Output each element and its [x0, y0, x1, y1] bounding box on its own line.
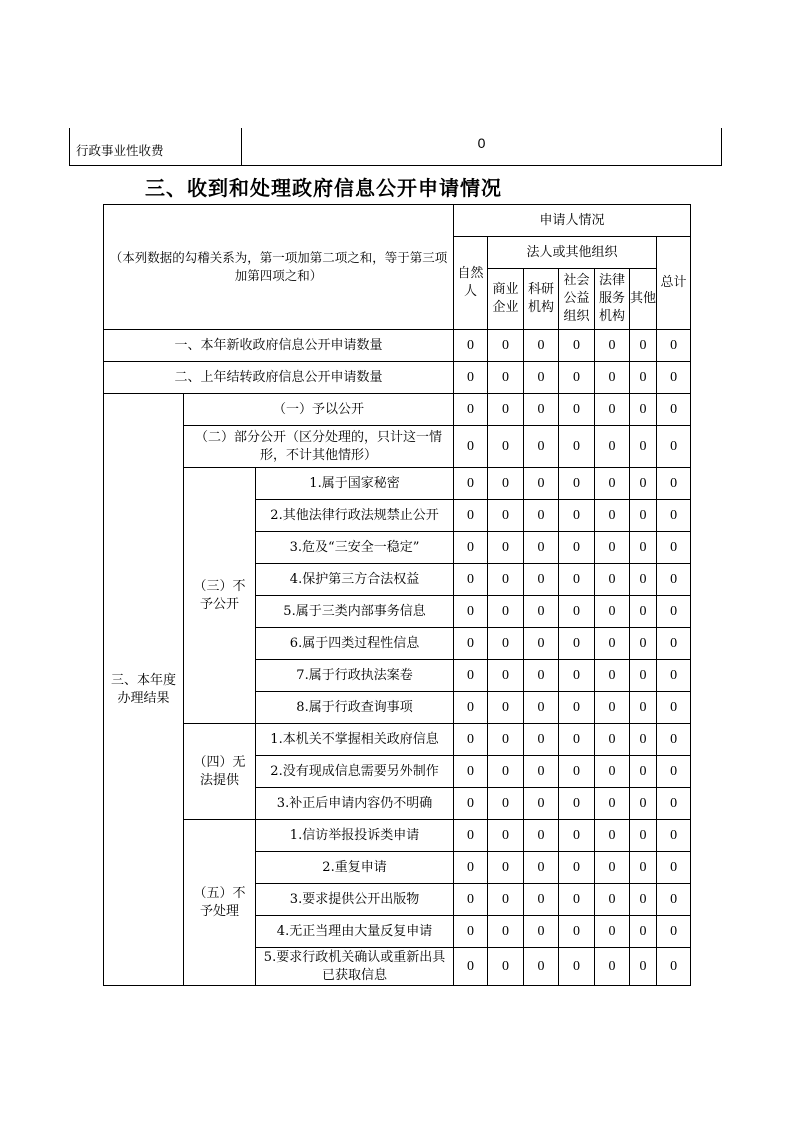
header-note: （本列数据的勾稽关系为，第一项加第二项之和，等于第三项加第四项之和） — [104, 205, 454, 330]
cell: 0 — [657, 916, 691, 948]
cell: 0 — [488, 916, 524, 948]
cell: 0 — [630, 724, 657, 756]
cell: 0 — [488, 426, 524, 468]
group-label: 三、本年度办理结果 — [104, 394, 184, 986]
cell: 0 — [559, 916, 595, 948]
cell: 0 — [559, 500, 595, 532]
cell: 0 — [559, 660, 595, 692]
fee-label: 行政事业性收费 — [70, 128, 242, 166]
row-label: 3.危及“三安全一稳定” — [256, 532, 454, 564]
cell: 0 — [630, 532, 657, 564]
row-label: 2.没有现成信息需要另外制作 — [256, 756, 454, 788]
row-label: （二）部分公开（区分处理的，只计这一情形，不计其他情形） — [184, 426, 454, 468]
cell: 0 — [559, 330, 595, 362]
cell: 0 — [595, 916, 630, 948]
cell: 0 — [454, 916, 488, 948]
cell: 0 — [657, 500, 691, 532]
cell: 0 — [488, 330, 524, 362]
cell: 0 — [454, 948, 488, 986]
cell: 0 — [454, 852, 488, 884]
cell: 0 — [630, 852, 657, 884]
table-row — [104, 426, 691, 468]
cell: 0 — [559, 724, 595, 756]
cell: 0 — [524, 628, 559, 660]
cell: 0 — [595, 330, 630, 362]
subgroup-label: （五）不予处理 — [184, 820, 256, 986]
cell: 0 — [454, 820, 488, 852]
cell: 0 — [488, 564, 524, 596]
cell: 0 — [524, 394, 559, 426]
row-label: 6.属于四类过程性信息 — [256, 628, 454, 660]
cell: 0 — [595, 788, 630, 820]
cell: 0 — [657, 724, 691, 756]
cell: 0 — [488, 628, 524, 660]
cell: 0 — [524, 468, 559, 500]
cell: 0 — [488, 820, 524, 852]
cell: 0 — [454, 330, 488, 362]
header-business: 商业企业 — [488, 269, 524, 330]
header-natural-person: 自然人 — [454, 237, 488, 330]
row-label: （一）予以公开 — [184, 394, 454, 426]
cell: 0 — [559, 394, 595, 426]
row-label: 一、本年新收政府信息公开申请数量 — [104, 330, 454, 362]
cell: 0 — [524, 564, 559, 596]
header-other: 其他 — [630, 269, 657, 330]
cell: 0 — [657, 756, 691, 788]
cell: 0 — [630, 628, 657, 660]
cell: 0 — [524, 330, 559, 362]
cell: 0 — [488, 596, 524, 628]
header-applicant: 申请人情况 — [454, 205, 691, 237]
cell: 0 — [454, 394, 488, 426]
header-legal-service: 法律服务机构 — [595, 269, 630, 330]
cell: 0 — [595, 468, 630, 500]
cell: 0 — [454, 692, 488, 724]
application-table — [103, 204, 691, 986]
cell: 0 — [488, 500, 524, 532]
cell: 0 — [559, 564, 595, 596]
row-label: 5.属于三类内部事务信息 — [256, 596, 454, 628]
cell: 0 — [454, 362, 488, 394]
cell: 0 — [657, 660, 691, 692]
row-label: 2.其他法律行政法规禁止公开 — [256, 500, 454, 532]
cell: 0 — [595, 724, 630, 756]
cell: 0 — [524, 756, 559, 788]
cell: 0 — [454, 628, 488, 660]
cell: 0 — [488, 788, 524, 820]
cell: 0 — [454, 788, 488, 820]
cell: 0 — [630, 948, 657, 986]
cell: 0 — [454, 532, 488, 564]
cell: 0 — [559, 884, 595, 916]
cell: 0 — [595, 820, 630, 852]
cell: 0 — [595, 500, 630, 532]
row-label: 3.要求提供公开出版物 — [256, 884, 454, 916]
cell: 0 — [657, 394, 691, 426]
cell: 0 — [524, 362, 559, 394]
cell: 0 — [595, 426, 630, 468]
cell: 0 — [595, 660, 630, 692]
table-row — [104, 330, 691, 362]
cell: 0 — [630, 596, 657, 628]
cell: 0 — [559, 628, 595, 660]
cell: 0 — [488, 756, 524, 788]
cell: 0 — [657, 692, 691, 724]
header-social: 社会公益组织 — [559, 269, 595, 330]
table-row — [104, 468, 691, 500]
cell: 0 — [657, 532, 691, 564]
cell: 0 — [630, 426, 657, 468]
cell: 0 — [488, 468, 524, 500]
cell: 0 — [488, 660, 524, 692]
fee-value: 0 — [242, 128, 722, 166]
cell: 0 — [559, 820, 595, 852]
cell: 0 — [657, 426, 691, 468]
cell: 0 — [524, 660, 559, 692]
cell: 0 — [524, 948, 559, 986]
row-label: 3.补正后申请内容仍不明确 — [256, 788, 454, 820]
row-label: 2.重复申请 — [256, 852, 454, 884]
cell: 0 — [595, 362, 630, 394]
cell: 0 — [559, 532, 595, 564]
cell: 0 — [524, 820, 559, 852]
cell: 0 — [630, 660, 657, 692]
cell: 0 — [595, 596, 630, 628]
row-label: 7.属于行政执法案卷 — [256, 660, 454, 692]
row-label: 1.属于国家秘密 — [256, 468, 454, 500]
row-label: 4.保护第三方合法权益 — [256, 564, 454, 596]
cell: 0 — [595, 948, 630, 986]
cell: 0 — [595, 564, 630, 596]
cell: 0 — [630, 692, 657, 724]
cell: 0 — [488, 724, 524, 756]
cell: 0 — [657, 330, 691, 362]
cell: 0 — [595, 532, 630, 564]
cell: 0 — [454, 564, 488, 596]
cell: 0 — [488, 394, 524, 426]
cell: 0 — [454, 660, 488, 692]
row-label: 二、上年结转政府信息公开申请数量 — [104, 362, 454, 394]
cell: 0 — [488, 362, 524, 394]
cell: 0 — [559, 692, 595, 724]
cell: 0 — [454, 884, 488, 916]
cell: 0 — [657, 788, 691, 820]
cell: 0 — [630, 756, 657, 788]
cell: 0 — [454, 426, 488, 468]
cell: 0 — [559, 426, 595, 468]
cell: 0 — [657, 468, 691, 500]
cell: 0 — [524, 884, 559, 916]
header-total: 总计 — [657, 237, 691, 330]
cell: 0 — [488, 948, 524, 986]
subgroup-label: （四）无法提供 — [184, 724, 256, 820]
table-row — [104, 724, 691, 756]
cell: 0 — [559, 596, 595, 628]
cell: 0 — [524, 916, 559, 948]
cell: 0 — [630, 916, 657, 948]
cell: 0 — [595, 756, 630, 788]
cell: 0 — [630, 820, 657, 852]
cell: 0 — [595, 852, 630, 884]
cell: 0 — [657, 596, 691, 628]
row-label: 4.无正当理由大量反复申请 — [256, 916, 454, 948]
table-row — [104, 394, 691, 426]
cell: 0 — [488, 884, 524, 916]
cell: 0 — [488, 852, 524, 884]
cell: 0 — [454, 596, 488, 628]
cell: 0 — [524, 426, 559, 468]
header-legal-group: 法人或其他组织 — [488, 237, 657, 269]
cell: 0 — [454, 756, 488, 788]
row-label: 5.要求行政机关确认或重新出具已获取信息 — [256, 948, 454, 986]
cell: 0 — [559, 948, 595, 986]
cell: 0 — [559, 852, 595, 884]
cell: 0 — [657, 564, 691, 596]
cell: 0 — [524, 500, 559, 532]
cell: 0 — [524, 692, 559, 724]
cell: 0 — [488, 532, 524, 564]
cell: 0 — [454, 724, 488, 756]
cell: 0 — [454, 500, 488, 532]
section-title: 三、收到和处理政府信息公开申请情况 — [145, 176, 502, 200]
cell: 0 — [595, 692, 630, 724]
cell: 0 — [559, 362, 595, 394]
row-label: 8.属于行政查询事项 — [256, 692, 454, 724]
cell: 0 — [559, 468, 595, 500]
cell: 0 — [524, 788, 559, 820]
cell: 0 — [595, 394, 630, 426]
row-label: 1.本机关不掌握相关政府信息 — [256, 724, 454, 756]
table-row — [104, 820, 691, 852]
cell: 0 — [630, 394, 657, 426]
cell: 0 — [595, 628, 630, 660]
fee-table — [69, 128, 722, 166]
cell: 0 — [630, 884, 657, 916]
row-label: 1.信访举报投诉类申请 — [256, 820, 454, 852]
cell: 0 — [488, 692, 524, 724]
cell: 0 — [559, 788, 595, 820]
cell: 0 — [630, 500, 657, 532]
cell: 0 — [454, 468, 488, 500]
cell: 0 — [524, 532, 559, 564]
cell: 0 — [657, 820, 691, 852]
cell: 0 — [595, 884, 630, 916]
cell: 0 — [630, 468, 657, 500]
subgroup-label: （三）不予公开 — [184, 468, 256, 724]
cell: 0 — [559, 756, 595, 788]
cell: 0 — [657, 948, 691, 986]
cell: 0 — [630, 330, 657, 362]
cell: 0 — [524, 852, 559, 884]
cell: 0 — [657, 628, 691, 660]
cell: 0 — [657, 852, 691, 884]
cell: 0 — [524, 724, 559, 756]
cell: 0 — [630, 564, 657, 596]
cell: 0 — [524, 596, 559, 628]
cell: 0 — [657, 362, 691, 394]
cell: 0 — [630, 362, 657, 394]
header-research: 科研机构 — [524, 269, 559, 330]
cell: 0 — [630, 788, 657, 820]
cell: 0 — [657, 884, 691, 916]
table-row — [104, 362, 691, 394]
